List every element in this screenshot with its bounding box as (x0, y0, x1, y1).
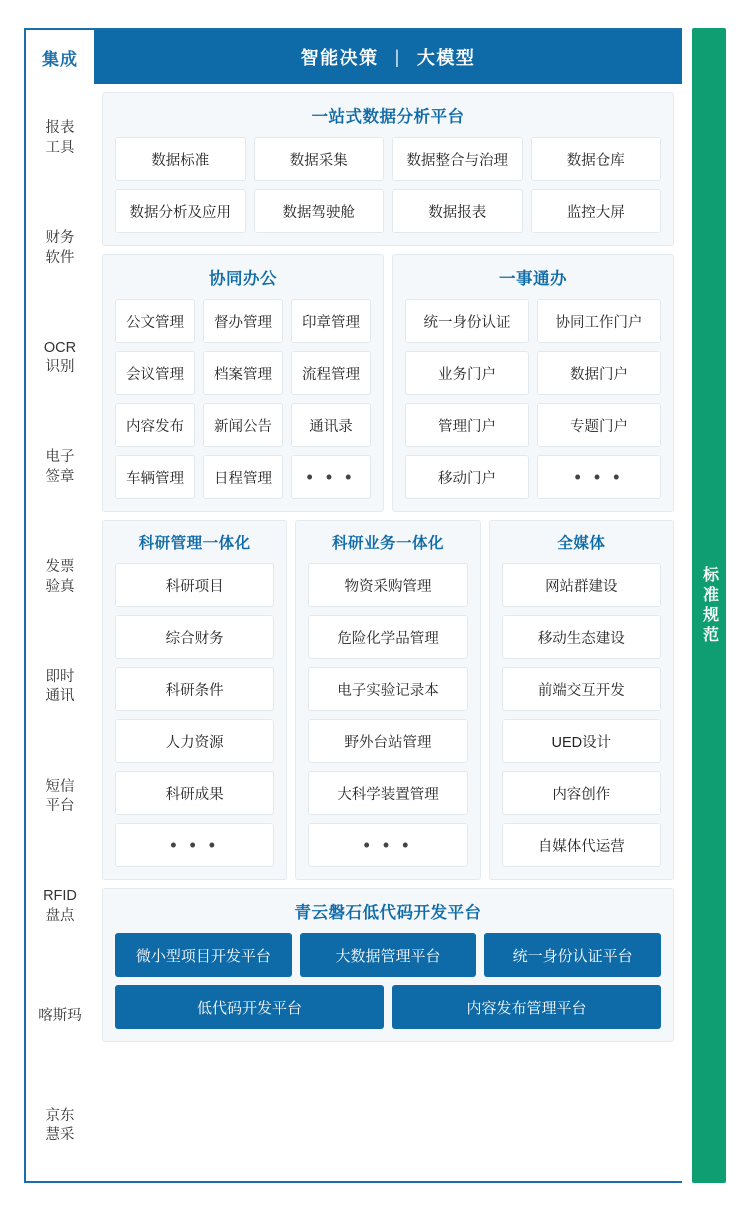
tile-field-station-management[interactable]: 野外台站管理 (308, 719, 467, 763)
panel-research-management (102, 520, 287, 880)
tile-content-publish-management-platform[interactable]: 内容发布管理平台 (392, 985, 661, 1029)
tile-topic-portal[interactable]: 专题门户 (537, 403, 661, 447)
integration-item-list (26, 84, 94, 1181)
tile-data-integration-governance[interactable]: 数据整合与治理 (392, 137, 523, 181)
tile-data-cockpit[interactable]: 数据驾驶舱 (254, 189, 385, 233)
onestop-tile-grid (405, 299, 661, 499)
panel-title-collaborative-office: 协同办公 (209, 270, 277, 288)
tile-mobile-ecosystem[interactable]: 移动生态建设 (502, 615, 661, 659)
panel-title-research-business: 科研业务一体化 (331, 535, 444, 552)
tile-vehicle-management[interactable]: 车辆管理 (115, 455, 195, 499)
tile-bigdata-management-platform[interactable]: 大数据管理平台 (300, 933, 477, 977)
tile-lowcode-dev-platform[interactable]: 低代码开发平台 (115, 985, 384, 1029)
integration-header: 集成 (42, 49, 78, 69)
office-tile-grid (115, 299, 371, 499)
all-media-tile-list (502, 563, 661, 867)
tile-business-portal[interactable]: 业务门户 (405, 351, 529, 395)
center-stack (94, 28, 682, 1183)
tile-material-procurement[interactable]: 物资采购管理 (308, 563, 467, 607)
tile-document-management[interactable]: 公文管理 (115, 299, 195, 343)
tile-self-media-operation[interactable]: 自媒体代运营 (502, 823, 661, 867)
tile-data-analysis-application[interactable]: 数据分析及应用 (115, 189, 246, 233)
top-banner-right-label: 大模型 (416, 48, 476, 68)
tile-address-book[interactable]: 通讯录 (291, 403, 371, 447)
sidebar-item-instant-messaging[interactable]: 即时 通讯 (45, 668, 75, 705)
center-body (94, 84, 682, 1181)
panel-lowcode-platform (102, 888, 674, 1042)
panel-one-stop-service (392, 254, 674, 512)
tile-research-management-more[interactable]: • • • (115, 823, 274, 867)
tile-archive-management[interactable]: 档案管理 (203, 351, 283, 395)
sidebar-item-ocr[interactable]: OCR 识别 (43, 339, 77, 376)
sidebar-item-kasima[interactable]: 喀斯玛 (38, 1007, 82, 1024)
sidebar-item-sms-platform[interactable]: 短信 平台 (45, 778, 75, 815)
tile-research-conditions[interactable]: 科研条件 (115, 667, 274, 711)
panel-title-research-management: 科研管理一体化 (138, 535, 251, 552)
panel-title-data-platform: 一站式数据分析平台 (311, 108, 465, 126)
panel-research-business (295, 520, 480, 880)
panel-all-media (489, 520, 674, 880)
tile-small-project-dev-platform[interactable]: 微小型项目开发平台 (115, 933, 292, 977)
sidebar-item-invoice-verify[interactable]: 发票 验真 (45, 559, 75, 595)
standards-sidebar-label: 标准规范 (700, 565, 718, 646)
tile-hazardous-chemicals[interactable]: 危险化学品管理 (308, 615, 467, 659)
tile-research-achievements[interactable]: 科研成果 (115, 771, 274, 815)
tile-process-management[interactable]: 流程管理 (291, 351, 371, 395)
sidebar-item-jd-huicai[interactable]: 京东 慧采 (45, 1107, 75, 1144)
research-media-row (102, 520, 674, 880)
tile-seal-management[interactable]: 印章管理 (291, 299, 371, 343)
panel-title-all-media: 全媒体 (557, 535, 606, 552)
lowcode-row-2 (115, 985, 661, 1029)
panel-title-one-stop-service: 一事通办 (499, 270, 567, 288)
tile-collaborative-work-portal[interactable]: 协同工作门户 (537, 299, 661, 343)
tile-frontend-development[interactable]: 前端交互开发 (502, 667, 661, 711)
tile-data-standard[interactable]: 数据标准 (115, 137, 246, 181)
sidebar-item-finance-software[interactable]: 财务 软件 (45, 229, 75, 266)
sidebar-item-report-tools[interactable]: 报表 工具 (45, 120, 75, 156)
tile-research-business-more[interactable]: • • • (308, 823, 467, 867)
tile-big-science-facility[interactable]: 大科学装置管理 (308, 771, 467, 815)
top-banner-separator: | (394, 46, 401, 67)
tile-website-cluster[interactable]: 网站群建设 (502, 563, 661, 607)
tile-comprehensive-finance[interactable]: 综合财务 (115, 615, 274, 659)
tile-data-portal[interactable]: 数据门户 (537, 351, 661, 395)
tile-office-more[interactable]: • • • (291, 455, 371, 499)
tile-data-warehouse[interactable]: 数据仓库 (531, 137, 662, 181)
panel-data-platform (102, 92, 674, 246)
sidebar-item-e-signature[interactable]: 电子 签章 (45, 449, 75, 485)
panel-collaborative-office (102, 254, 384, 512)
tile-data-collection[interactable]: 数据采集 (254, 137, 385, 181)
tile-monitoring-screen[interactable]: 监控大屏 (531, 189, 662, 233)
tile-human-resources[interactable]: 人力资源 (115, 719, 274, 763)
tile-schedule-management[interactable]: 日程管理 (203, 455, 283, 499)
sidebar-item-rfid[interactable]: RFID 盘点 (43, 888, 77, 924)
panel-title-lowcode-platform: 青云磐石低代码开发平台 (294, 904, 482, 922)
tile-supervision-management[interactable]: 督办管理 (203, 299, 283, 343)
tile-unified-identity-auth[interactable]: 统一身份认证 (405, 299, 529, 343)
lowcode-row-1 (115, 933, 661, 977)
standards-sidebar (692, 28, 726, 1183)
tile-content-publishing[interactable]: 内容发布 (115, 403, 195, 447)
tile-news-announcement[interactable]: 新闻公告 (203, 403, 283, 447)
top-banner (94, 30, 682, 84)
tile-ued-design[interactable]: UED设计 (502, 719, 661, 763)
integration-sidebar (24, 28, 94, 1183)
research-management-tile-list (115, 563, 274, 867)
tile-electronic-lab-notebook[interactable]: 电子实验记录本 (308, 667, 467, 711)
research-business-tile-list (308, 563, 467, 867)
office-onestop-row (102, 254, 674, 512)
tile-content-creation[interactable]: 内容创作 (502, 771, 661, 815)
tile-meeting-management[interactable]: 会议管理 (115, 351, 195, 395)
tile-unified-identity-platform[interactable]: 统一身份认证平台 (484, 933, 661, 977)
tile-mobile-portal[interactable]: 移动门户 (405, 455, 529, 499)
tile-research-project[interactable]: 科研项目 (115, 563, 274, 607)
tile-data-report[interactable]: 数据报表 (392, 189, 523, 233)
top-banner-left-label: 智能决策 (300, 48, 379, 68)
tile-onestop-more[interactable]: • • • (537, 455, 661, 499)
tile-management-portal[interactable]: 管理门户 (405, 403, 529, 447)
data-platform-tile-grid (115, 137, 661, 233)
